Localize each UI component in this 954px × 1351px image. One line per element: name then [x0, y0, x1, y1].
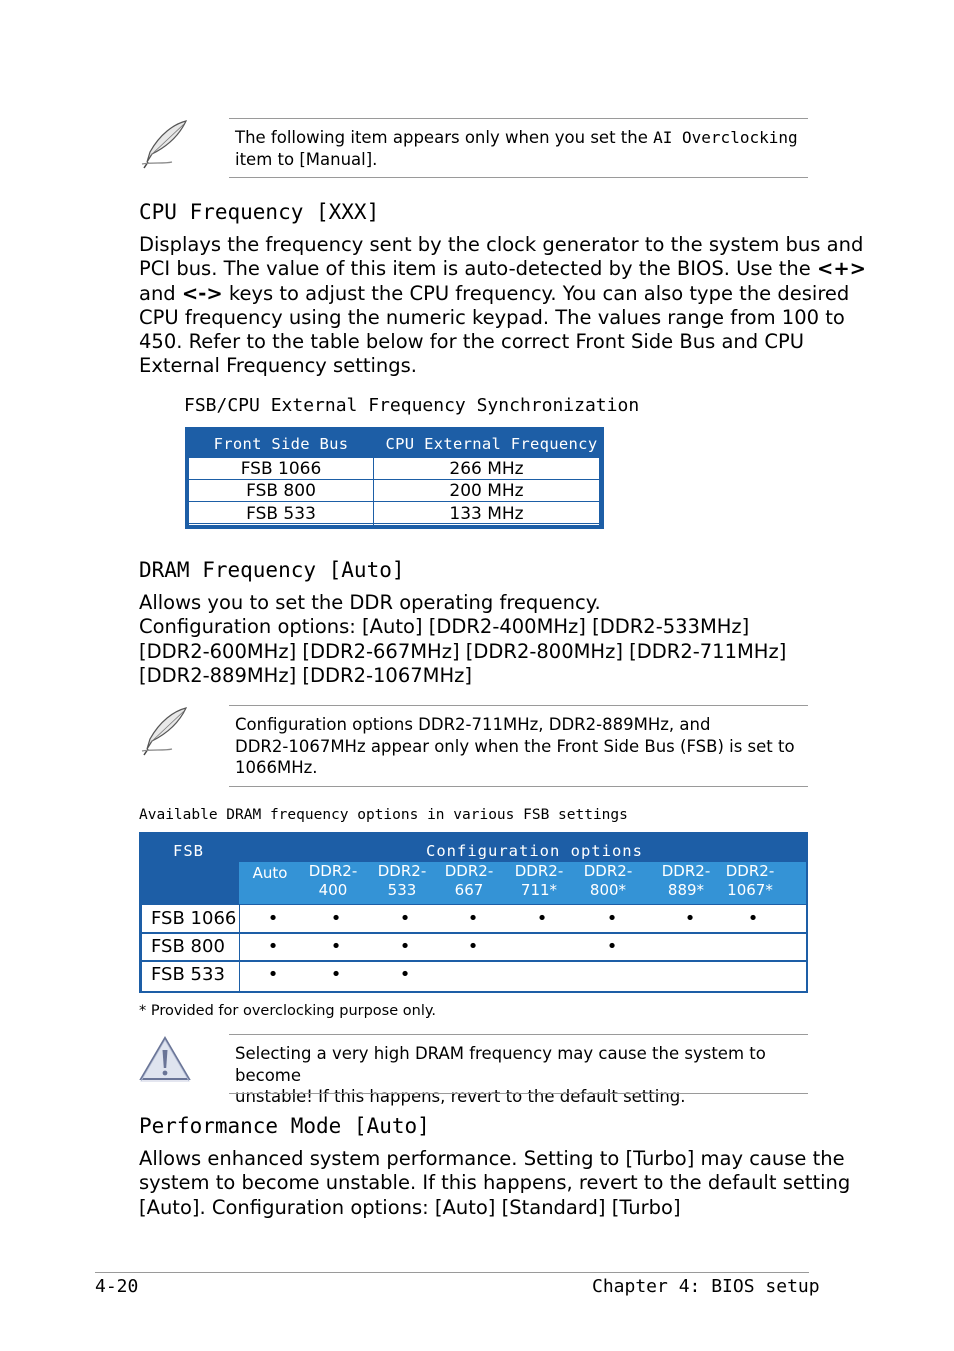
- note-divider-top: [229, 705, 808, 706]
- fsb-cpu-table: [185, 427, 604, 529]
- warning-text: Selecting a very high DRAM frequency may cause the system to become unstable! If this happens, revert to the default setting.: [235, 1044, 766, 1106]
- table-row: [189, 458, 599, 480]
- supported-option-bullet: •: [536, 908, 548, 929]
- fsb-row-label: FSB 1066: [151, 908, 237, 929]
- supported-option-bullet: •: [399, 964, 411, 985]
- supported-option-bullet: •: [399, 908, 411, 929]
- table-row: [189, 502, 599, 524]
- supported-option-bullet: •: [267, 936, 279, 957]
- note-divider-top: [229, 118, 808, 119]
- fsb-column-header: FSB: [173, 842, 204, 860]
- table-cell: FSB 533: [246, 504, 316, 524]
- supported-option-bullet: •: [747, 908, 759, 929]
- supported-option-bullet: •: [399, 936, 411, 957]
- option-column-header: DDR2- 1067*: [725, 862, 775, 899]
- warning-divider-bottom: [229, 1093, 808, 1094]
- table-row: [142, 961, 806, 988]
- note-feather-icon: [138, 118, 192, 170]
- performance-mode-heading: Performance Mode [Auto]: [139, 1114, 430, 1138]
- dram-frequency-heading: DRAM Frequency [Auto]: [139, 558, 405, 582]
- supported-option-bullet: •: [684, 908, 696, 929]
- supported-option-bullet: •: [467, 908, 479, 929]
- supported-option-bullet: •: [467, 936, 479, 957]
- ai-overclocking-term: AI Overclocking: [653, 128, 798, 147]
- dram-table-title: Available DRAM frequency options in various FSB settings: [139, 807, 628, 823]
- cpu-ext-freq-column-header: CPU External Frequency: [385, 435, 598, 453]
- supported-option-bullet: •: [330, 964, 342, 985]
- table-row: [142, 905, 806, 934]
- option-column-header: Auto: [252, 864, 288, 882]
- table-row: [142, 933, 806, 962]
- note-divider-bottom: [229, 177, 808, 178]
- note-text: The following item appears only when you set the AI Overclocking item to [Manual].: [235, 128, 798, 169]
- table-cell: 266 MHz: [449, 459, 524, 479]
- page-number: 4-20: [95, 1276, 139, 1297]
- option-column-header: DDR2- 889*: [661, 862, 711, 899]
- cpu-frequency-description: Displays the frequency sent by the clock generator to the system bus and PCI bus. The value of this item is auto-detected by the BIOS. Use the <+> and <-> keys to adjust the CPU frequency. You can also type the desired CPU frequency using the numeric keypad. The values range from 100 to 450. Refer to the table below for the correct Front Side Bus and CPU External Frequency settings.: [139, 233, 867, 378]
- option-column-header: DDR2- 667: [444, 862, 494, 899]
- dram-frequency-description: Allows you to set the DDR operating frequency. Configuration options: [Auto] [DDR2-400MHz] [DDR2-533MHz] [DDR2-600MHz] [DDR2-667MHz] [DDR2-800MHz] [DDR2-711MHz] [DDR2-889MHz] [DDR2-1067MHz]: [139, 591, 787, 687]
- table-cell: FSB 1066: [240, 459, 322, 479]
- option-column-header: DDR2- 711*: [514, 862, 564, 899]
- overclocking-footnote: * Provided for overclocking purpose only.: [139, 1003, 436, 1019]
- performance-mode-description: Allows enhanced system performance. Setting to [Turbo] may cause the system to become unstable. If this happens, revert to the default setting [Auto]. Configuration options: [Auto] [Standard] [Turbo]: [139, 1147, 851, 1219]
- option-column-header: DDR2- 533: [377, 862, 427, 899]
- chapter-title: Chapter 4: BIOS setup: [592, 1276, 820, 1297]
- fsb-column-header: Front Side Bus: [213, 435, 349, 453]
- note-text: Configuration options DDR2-711MHz, DDR2-889MHz, and DDR2-1067MHz appear only when the Front Side Bus (FSB) is set to 1066MHz.: [235, 715, 795, 777]
- cpu-frequency-heading: CPU Frequency [XXX]: [139, 200, 380, 224]
- warning-divider-top: [229, 1034, 808, 1035]
- footer-divider: [95, 1272, 809, 1273]
- note-feather-icon: [138, 705, 192, 757]
- supported-option-bullet: •: [267, 908, 279, 929]
- option-columns-header: [239, 862, 806, 904]
- supported-option-bullet: •: [330, 908, 342, 929]
- fsb-table-title: FSB/CPU External Frequency Synchronization: [184, 395, 640, 416]
- warning-triangle-icon: [138, 1034, 192, 1084]
- table-cell: 200 MHz: [449, 481, 524, 501]
- option-column-header: DDR2- 400: [308, 862, 358, 899]
- note-divider-bottom: [229, 786, 808, 787]
- supported-option-bullet: •: [606, 908, 618, 929]
- dram-options-table: [139, 832, 808, 993]
- column-divider: [373, 458, 374, 525]
- fsb-row-label: FSB 800: [151, 936, 225, 957]
- fsb-row-label: FSB 533: [151, 964, 225, 985]
- option-column-header: DDR2- 800*: [583, 862, 633, 899]
- supported-option-bullet: •: [330, 936, 342, 957]
- config-options-header: Configuration options: [426, 842, 643, 860]
- table-row: [189, 480, 599, 502]
- table-cell: FSB 800: [246, 481, 316, 501]
- supported-option-bullet: •: [606, 936, 618, 957]
- table-cell: 133 MHz: [449, 504, 524, 524]
- supported-option-bullet: •: [267, 964, 279, 985]
